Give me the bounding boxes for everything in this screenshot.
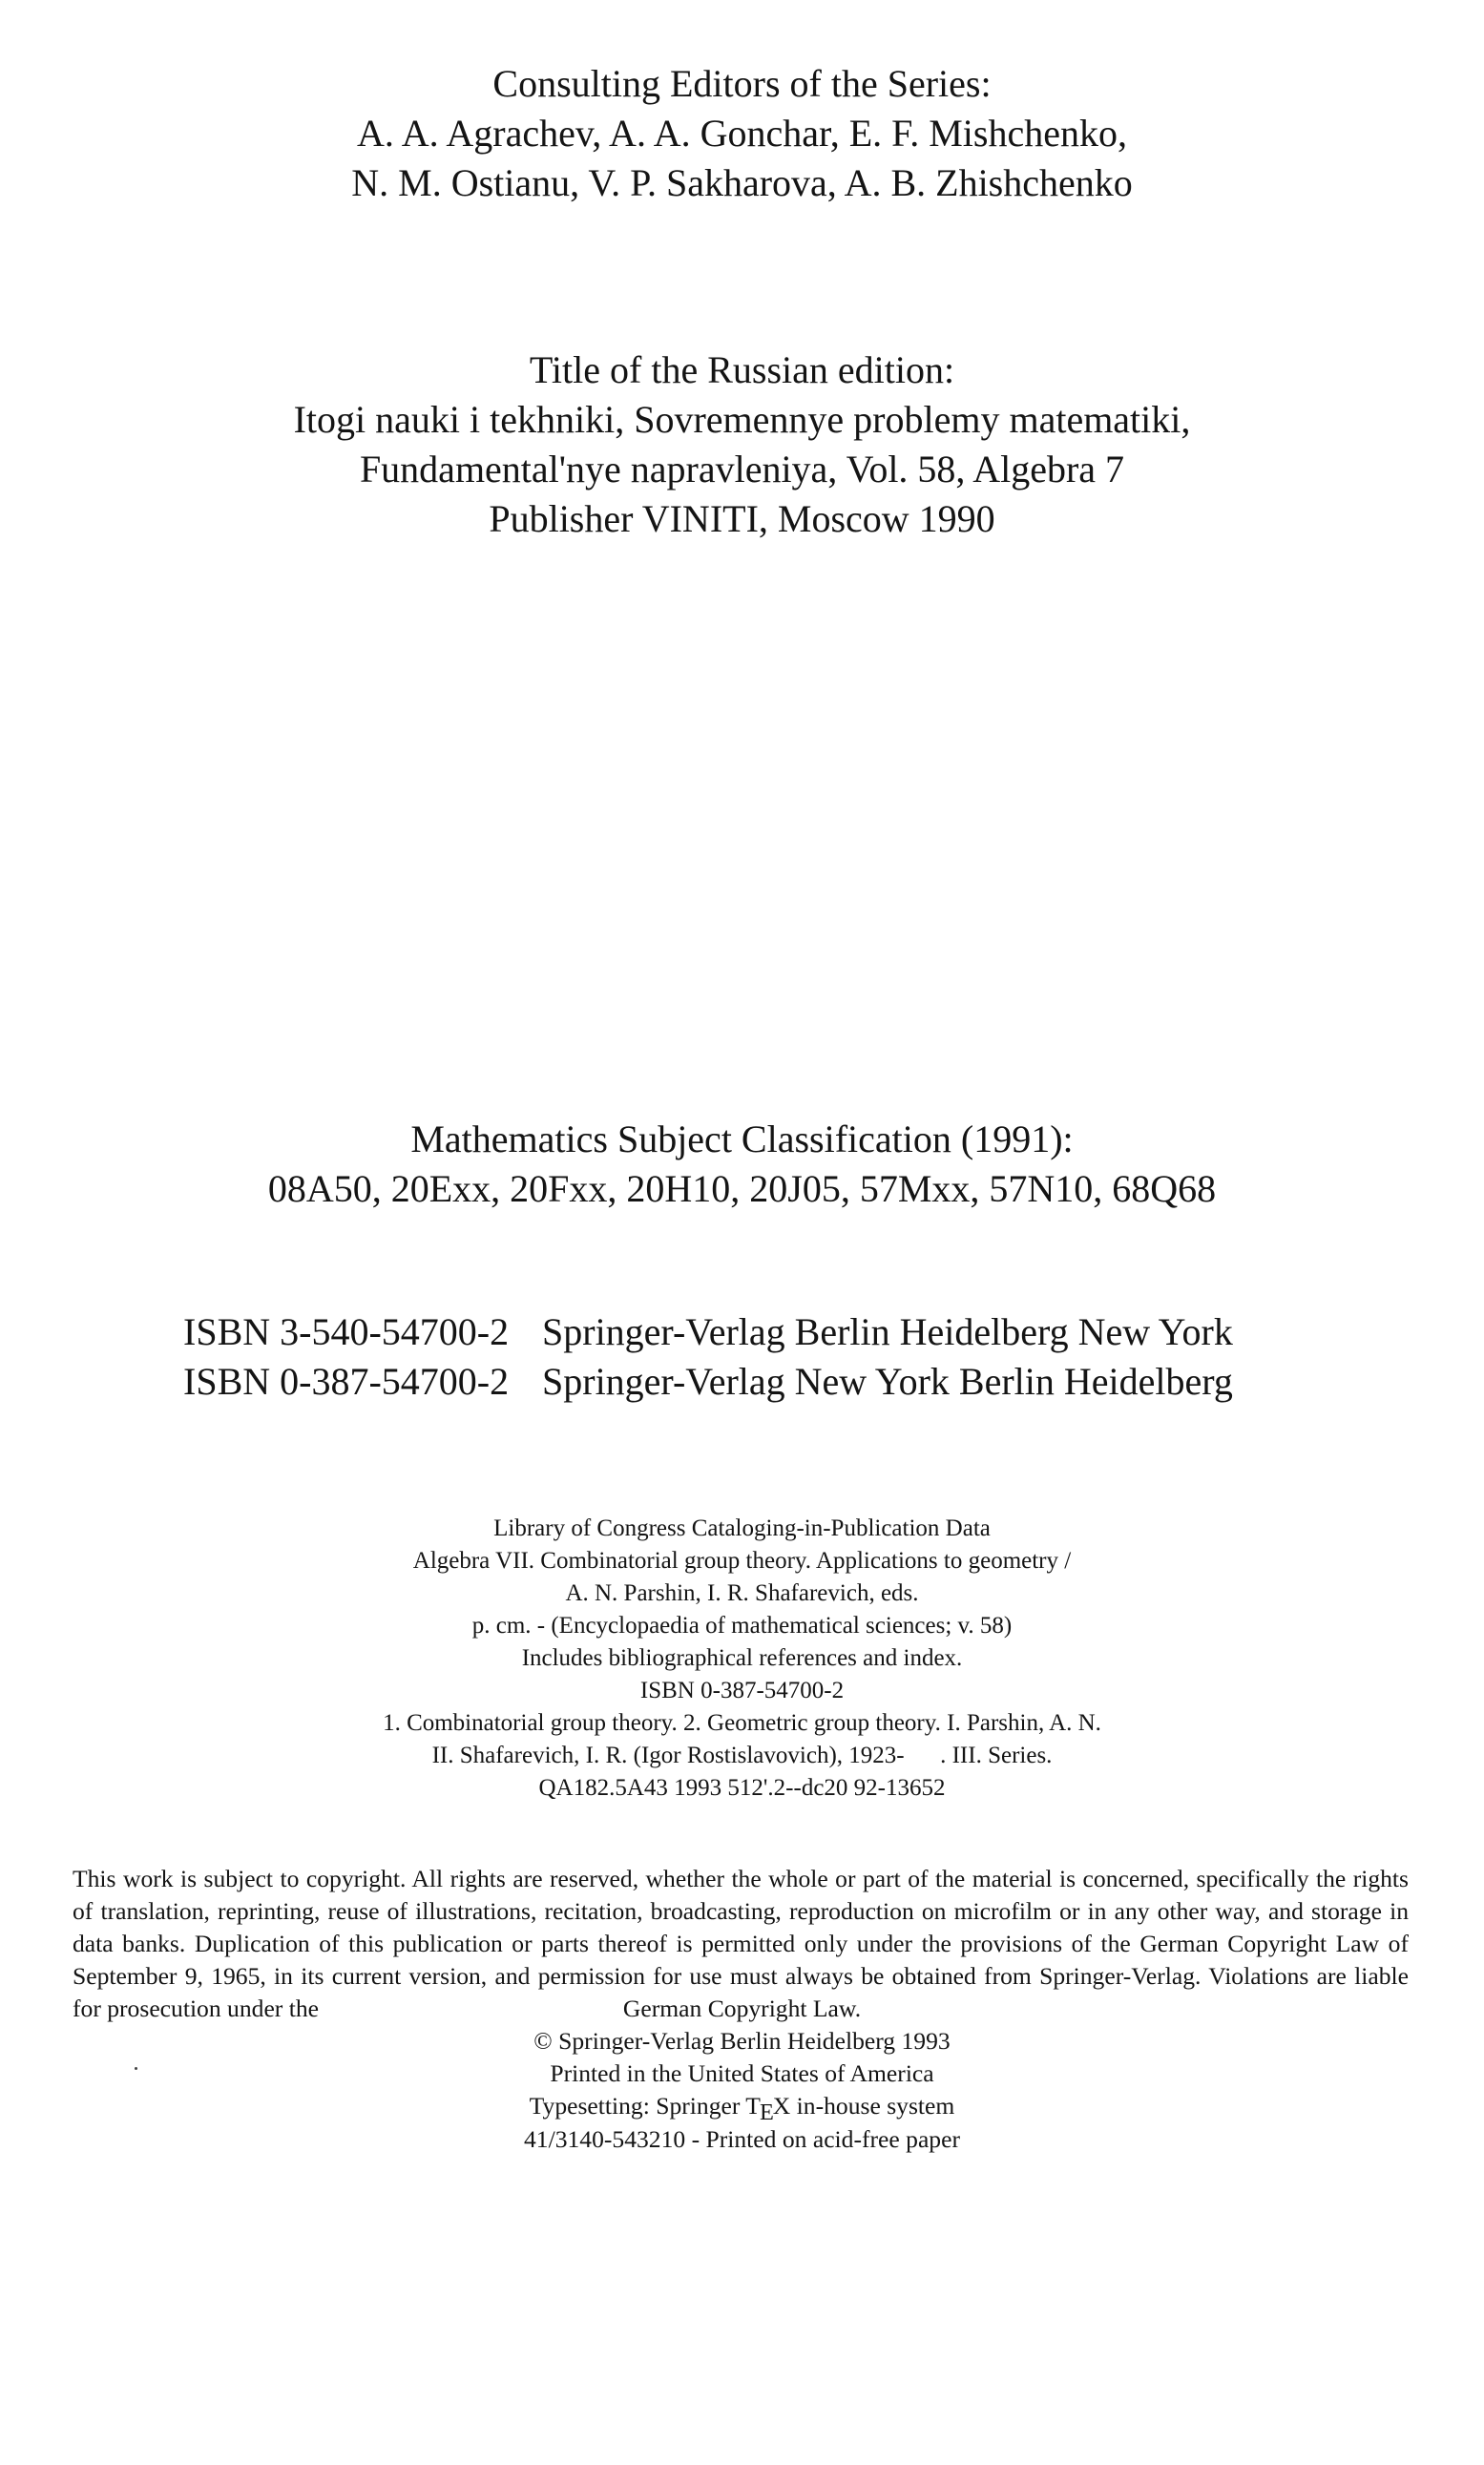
copyright-paragraph: This work is subject to copyright. All rights are reserved, whether the whole or part of the material is concerned, specifically the rights of translation, reprinting, reuse of illustrations, recitation, broadcasting, reproduction on microfilm or in any other way, and storage in data banks. Duplication of this publication or parts thereof is permitted only under the provisions of the German Copyright Law of September 9, 1965, in its current version, and permission for use must always be obtained from Springer-Verlag. Violations are liable for prosecution under the	[73, 1865, 1409, 2022]
isbn-number: ISBN 0-387-54700-2	[183, 1360, 510, 1403]
russian-edition-line: Itogi nauki i tekhniki, Sovremennye problemy matematiki,	[293, 398, 1191, 441]
isbn-row	[0, 1357, 1484, 1407]
subject-classification-codes: 08A50, 20Exx, 20Fxx, 20H10, 20J05, 57Mxx, 57N10, 68Q68	[267, 1167, 1217, 1210]
copyright-notice: © Springer-Verlag Berlin Heidelberg 1993	[533, 2027, 951, 2055]
cip-line: 1. Combinatorial group theory. 2. Geometric group theory. I. Parshin, A. N.	[383, 1710, 1101, 1736]
series-editors-heading: Consulting Editors of the Series:	[492, 62, 992, 105]
series-editors-line: A. A. Agrachev, A. A. Gonchar, E. F. Mishchenko,	[357, 112, 1127, 155]
copyright-last-line: German Copyright Law.	[622, 1995, 862, 2022]
subject-classification-block	[0, 1115, 1484, 1214]
typesetting-prefix: Typesetting: Springer T	[529, 2092, 761, 2120]
cip-line: ISBN 0-387-54700-2	[639, 1678, 845, 1703]
printed-in: Printed in the United States of America	[550, 2059, 934, 2087]
copyright-notice-block	[0, 1993, 1484, 2156]
russian-edition-line: Fundamental'nye napravleniya, Vol. 58, Algebra 7	[359, 448, 1125, 491]
cip-line: II. Shafarevich, I. R. (Igor Rostislavovich), 1923- . III. Series.	[431, 1743, 1053, 1768]
isbn-publisher: Springer-Verlag Berlin Heidelberg New York	[542, 1310, 1233, 1353]
isbn-publisher: Springer-Verlag New York Berlin Heidelberg	[542, 1360, 1233, 1403]
isbn-number: ISBN 3-540-54700-2	[183, 1310, 510, 1353]
cip-line: A. N. Parshin, I. R. Shafarevich, eds.	[565, 1580, 919, 1606]
russian-edition-heading: Title of the Russian edition:	[529, 348, 955, 391]
subject-classification-heading: Mathematics Subject Classification (1991):	[410, 1118, 1074, 1160]
cip-line: Algebra VII. Combinatorial group theory. Applications to geometry /	[412, 1548, 1072, 1574]
isbn-block	[0, 1307, 1484, 1407]
tex-e-glyph: E	[759, 2099, 774, 2125]
cip-line: QA182.5A43 1993 512'.2--dc20 92-13652	[538, 1775, 946, 1801]
series-editors-block	[0, 59, 1484, 208]
series-editors-line: N. M. Ostianu, V. P. Sakharova, A. B. Zhishchenko	[351, 161, 1133, 204]
tex-x-glyph: X	[772, 2092, 791, 2120]
russian-edition-block	[0, 345, 1484, 544]
isbn-row	[0, 1307, 1484, 1357]
cataloging-in-publication-block	[0, 1513, 1484, 1805]
cip-line: Includes bibliographical references and index.	[521, 1645, 963, 1671]
cip-line: Library of Congress Cataloging-in-Publication Data	[493, 1515, 991, 1541]
cip-line: p. cm. - (Encyclopaedia of mathematical sciences; v. 58)	[471, 1613, 1013, 1639]
stray-dot-mark	[135, 2067, 137, 2070]
typesetting-suffix: in-house system	[790, 2092, 955, 2120]
print-code: 41/3140-543210 - Printed on acid-free paper	[524, 2125, 960, 2153]
russian-edition-line: Publisher VINITI, Moscow 1990	[489, 497, 995, 540]
typesetting-line	[0, 2090, 1484, 2123]
